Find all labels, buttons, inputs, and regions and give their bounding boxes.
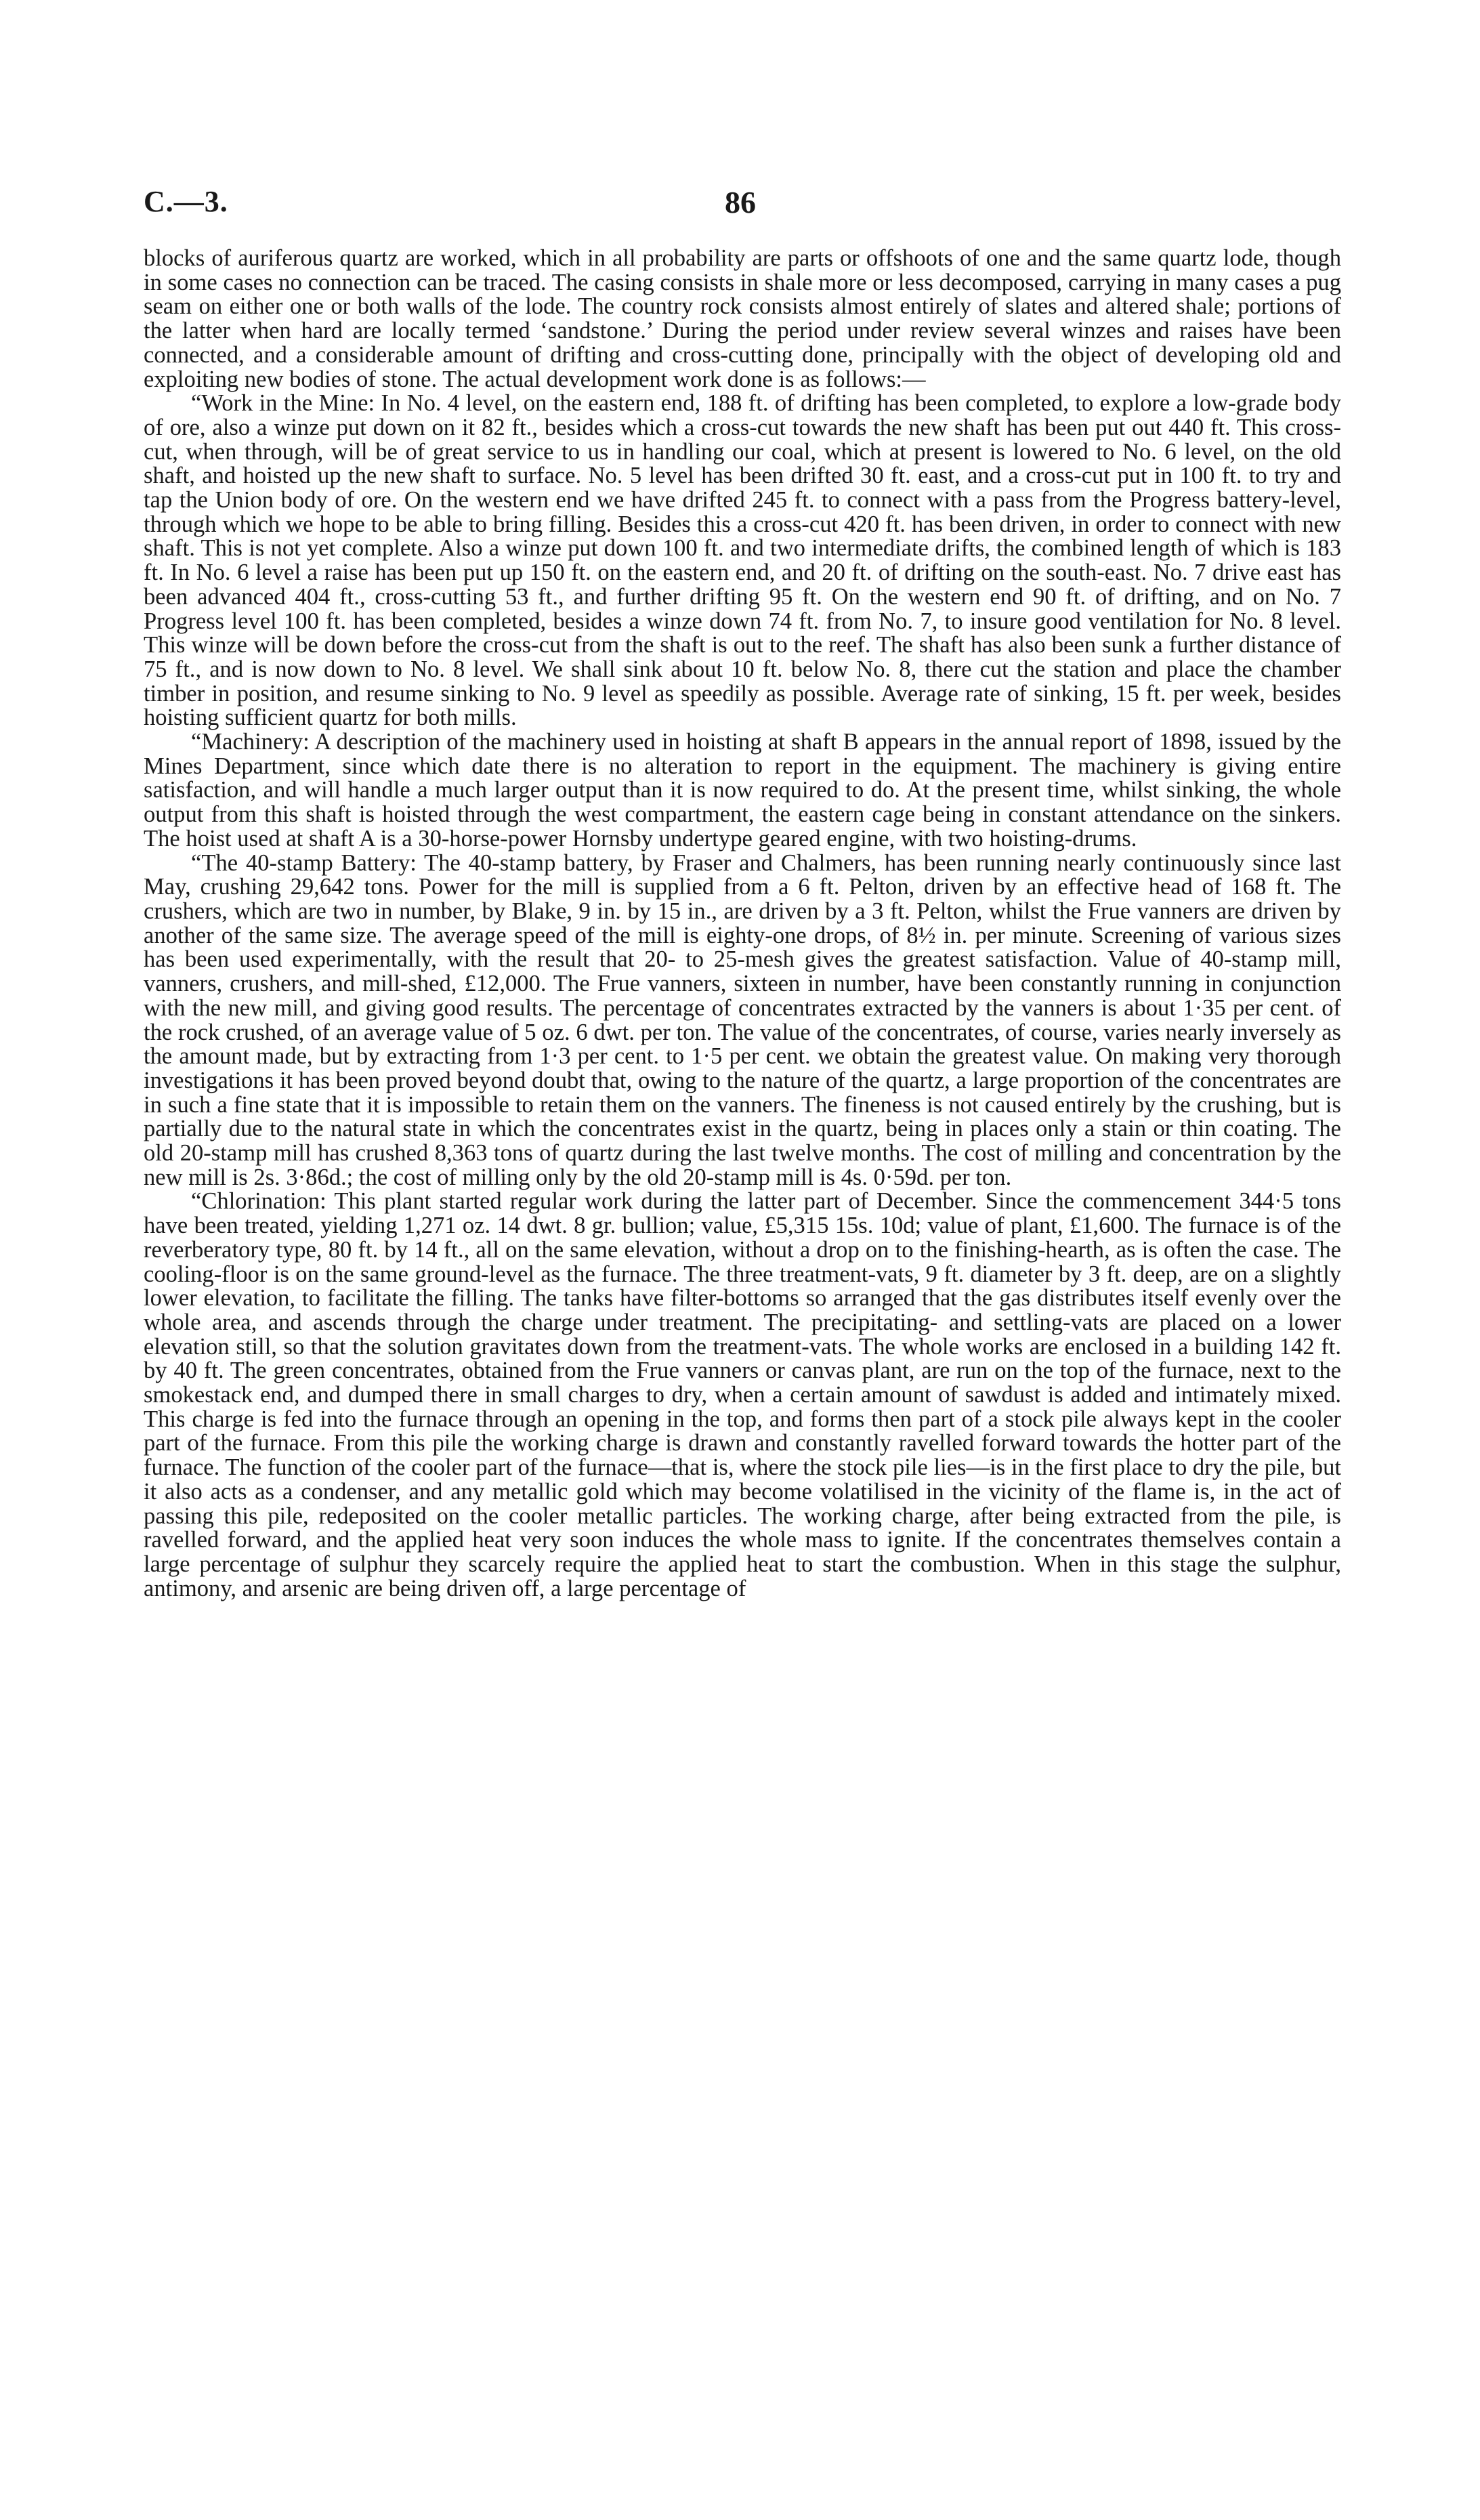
body-text	[144, 247, 1341, 1601]
paragraph-intro: blocks of auriferous quartz are worked, which in all probability are parts or offshoots of one and the same quartz lode, though in some cases no connection can be traced. The casing consists in shale more or less decomposed, carrying in many cases a pug seam on either one or both walls of the lode. The country rock consists almost entirely of slates and altered shale; portions of the latter when hard are locally termed ‘sandstone.’ During the period under review several winzes and raises have been connected, and a considerable amount of drifting and cross-cutting done, principally with the object of developing old and exploiting new bodies of stone. The actual development work done is as follows:—	[144, 245, 1341, 392]
paragraph-machinery: “Machinery: A description of the machinery used in hoisting at shaft B appears in the annual report of 1898, issued by the Mines Department, since which date there is no alteration to report in the equipment. The machinery is giving entire satisfaction, and will handle a much larger output than it is now required to do. At the present time, whilst sinking, the whole output from this shaft is hoisted through the west compartment, the eastern cage being in constant attendance on the sinkers. The hoist used at shaft A is a 30-horse-power Hornsby undertype geared engine, with two hoisting-drums.	[144, 729, 1341, 852]
paragraph-work-in-the-mine: “Work in the Mine: In No. 4 level, on the eastern end, 188 ft. of drifting has been completed, to explore a low-grade body of ore, also a winze put down on it 82 ft., besides which a cross-cut towards the new shaft has been put out 440 ft. This cross-cut, when through, will be of great service to us in handling our coal, which at present is lowered to No. 6 level, on the old shaft, and hoisted up the new shaft to surface. No. 5 level has been drifted 30 ft. east, and a cross-cut put in 100 ft. to try and tap the Union body of ore. On the western end we have drifted 245 ft. to connect with a pass from the Progress battery-level, through which we hope to be able to bring filling. Besides this a cross-cut 420 ft. has been driven, in order to connect with new shaft. This is not yet complete. Also a winze put down 100 ft. and two intermediate drifts, the combined length of which is 183 ft. In No. 6 level a raise has been put up 150 ft. on the eastern end, and 20 ft. of drifting on the south-east. No. 7 drive east has been advanced 404 ft., cross-cutting 53 ft., and further drifting 95 ft. On the western end 90 ft. of drifting, and on No. 7 Progress level 100 ft. has been completed, besides a winze down 74 ft. from No. 7, to insure good ventilation for No. 8 level. This winze will be down before the cross-cut from the shaft is out to the reef. The shaft has also been sunk a further distance of 75 ft., and is now down to No. 8 level. We shall sink about 10 ft. below No. 8, there cut the station and place the chamber timber in position, and resume sinking to No. 9 level as speedily as possible. Average rate of sinking, 15 ft. per week, besides hoisting sufficient quartz for both mills.	[144, 390, 1341, 731]
paragraph-chlorination: “Chlorination: This plant started regular work during the latter part of December. Since the commencement 344·5 tons have been treated, yielding 1,271 oz. 14 dwt. 8 gr. bullion; value, £5,315 15s. 10d; value of plant, £1,600. The furnace is of the reverberatory type, 80 ft. by 14 ft., all on the same elevation, without a drop on to the finishing-hearth, as is often the case. The cooling-floor is on the same ground-level as the furnace. The three treatment-vats, 9 ft. diameter by 3 ft. deep, are on a slightly lower elevation, to facilitate the filling. The tanks have filter-bottoms so arranged that the gas distributes itself evenly over the whole area, and ascends through the charge under treatment. The precipitating- and settling-vats are placed on a lower elevation still, so that the solution gravitates down from the treatment-vats. The whole works are enclosed in a building 142 ft. by 40 ft. The green concentrates, obtained from the Frue vanners or canvas plant, are run on the top of the furnace, next to the smokestack end, and dumped there in small charges to dry, when a certain amount of sawdust is added and intimately mixed. This charge is fed into the furnace through an opening in the top, and forms then part of a stock pile always kept in the cooler part of the furnace. From this pile the working charge is drawn and constantly ravelled forward towards the hotter part of the furnace. The function of the cooler part of the furnace—that is, where the stock pile lies—is in the first place to dry the pile, but it also acts as a condenser, and any metallic gold which may become volatilised in the vicinity of the flame is, in the act of passing this pile, redeposited on the cooler metallic particles. The working charge, after being extracted from the pile, is ravelled forward, and the applied heat very soon induces the whole mass to ignite. If the concentrates themselves contain a large percentage of sulphur they scarcely require the applied heat to start the combustion. When in this stage the sulphur, antimony, and arsenic are being driven off, a large percentage of	[144, 1188, 1341, 1601]
document-reference: C.—3.	[144, 185, 228, 218]
page-header	[144, 184, 1341, 225]
page-number: 86	[725, 185, 756, 219]
paragraph-40-stamp-battery: “The 40-stamp Battery: The 40-stamp battery, by Fraser and Chalmers, has been running nearly continuously since last May, crushing 29,642 tons. Power for the mill is supplied from a 6 ft. Pelton, driven by an effective head of 168 ft. The crushers, which are two in number, by Blake, 9 in. by 15 in., are driven by a 3 ft. Pelton, whilst the Frue vanners are driven by another of the same size. The average speed of the mill is eighty-one drops, of 8½ in. per minute. Screening of various sizes has been used experimentally, with the result that 20- to 25-mesh gives the greatest satisfaction. Value of 40-stamp mill, vanners, crushers, and mill-shed, £12,000. The Frue vanners, sixteen in number, have been constantly running in conjunction with the new mill, and giving good results. The percentage of concentrates extracted by the vanners is about 1·35 per cent. of the rock crushed, of an average value of 5 oz. 6 dwt. per ton. The value of the concentrates, of course, varies nearly inversely as the amount made, but by extracting from 1·3 per cent. to 1·5 per cent. we obtain the greatest value. On making very thorough investigations it has been proved beyond doubt that, owing to the nature of the quartz, a large proportion of the concentrates are in such a fine state that it is impossible to retain them on the vanners. The fineness is not caused entirely by the crushing, but is partially due to the natural state in which the concentrates exist in the quartz, being in places only a stain or thin coating. The old 20-stamp mill has crushed 8,363 tons of quartz during the last twelve months. The cost of milling and concentration by the new mill is 2s. 3·86d.; the cost of milling only by the old 20-stamp mill is 4s. 0·59d. per ton.	[144, 849, 1341, 1190]
